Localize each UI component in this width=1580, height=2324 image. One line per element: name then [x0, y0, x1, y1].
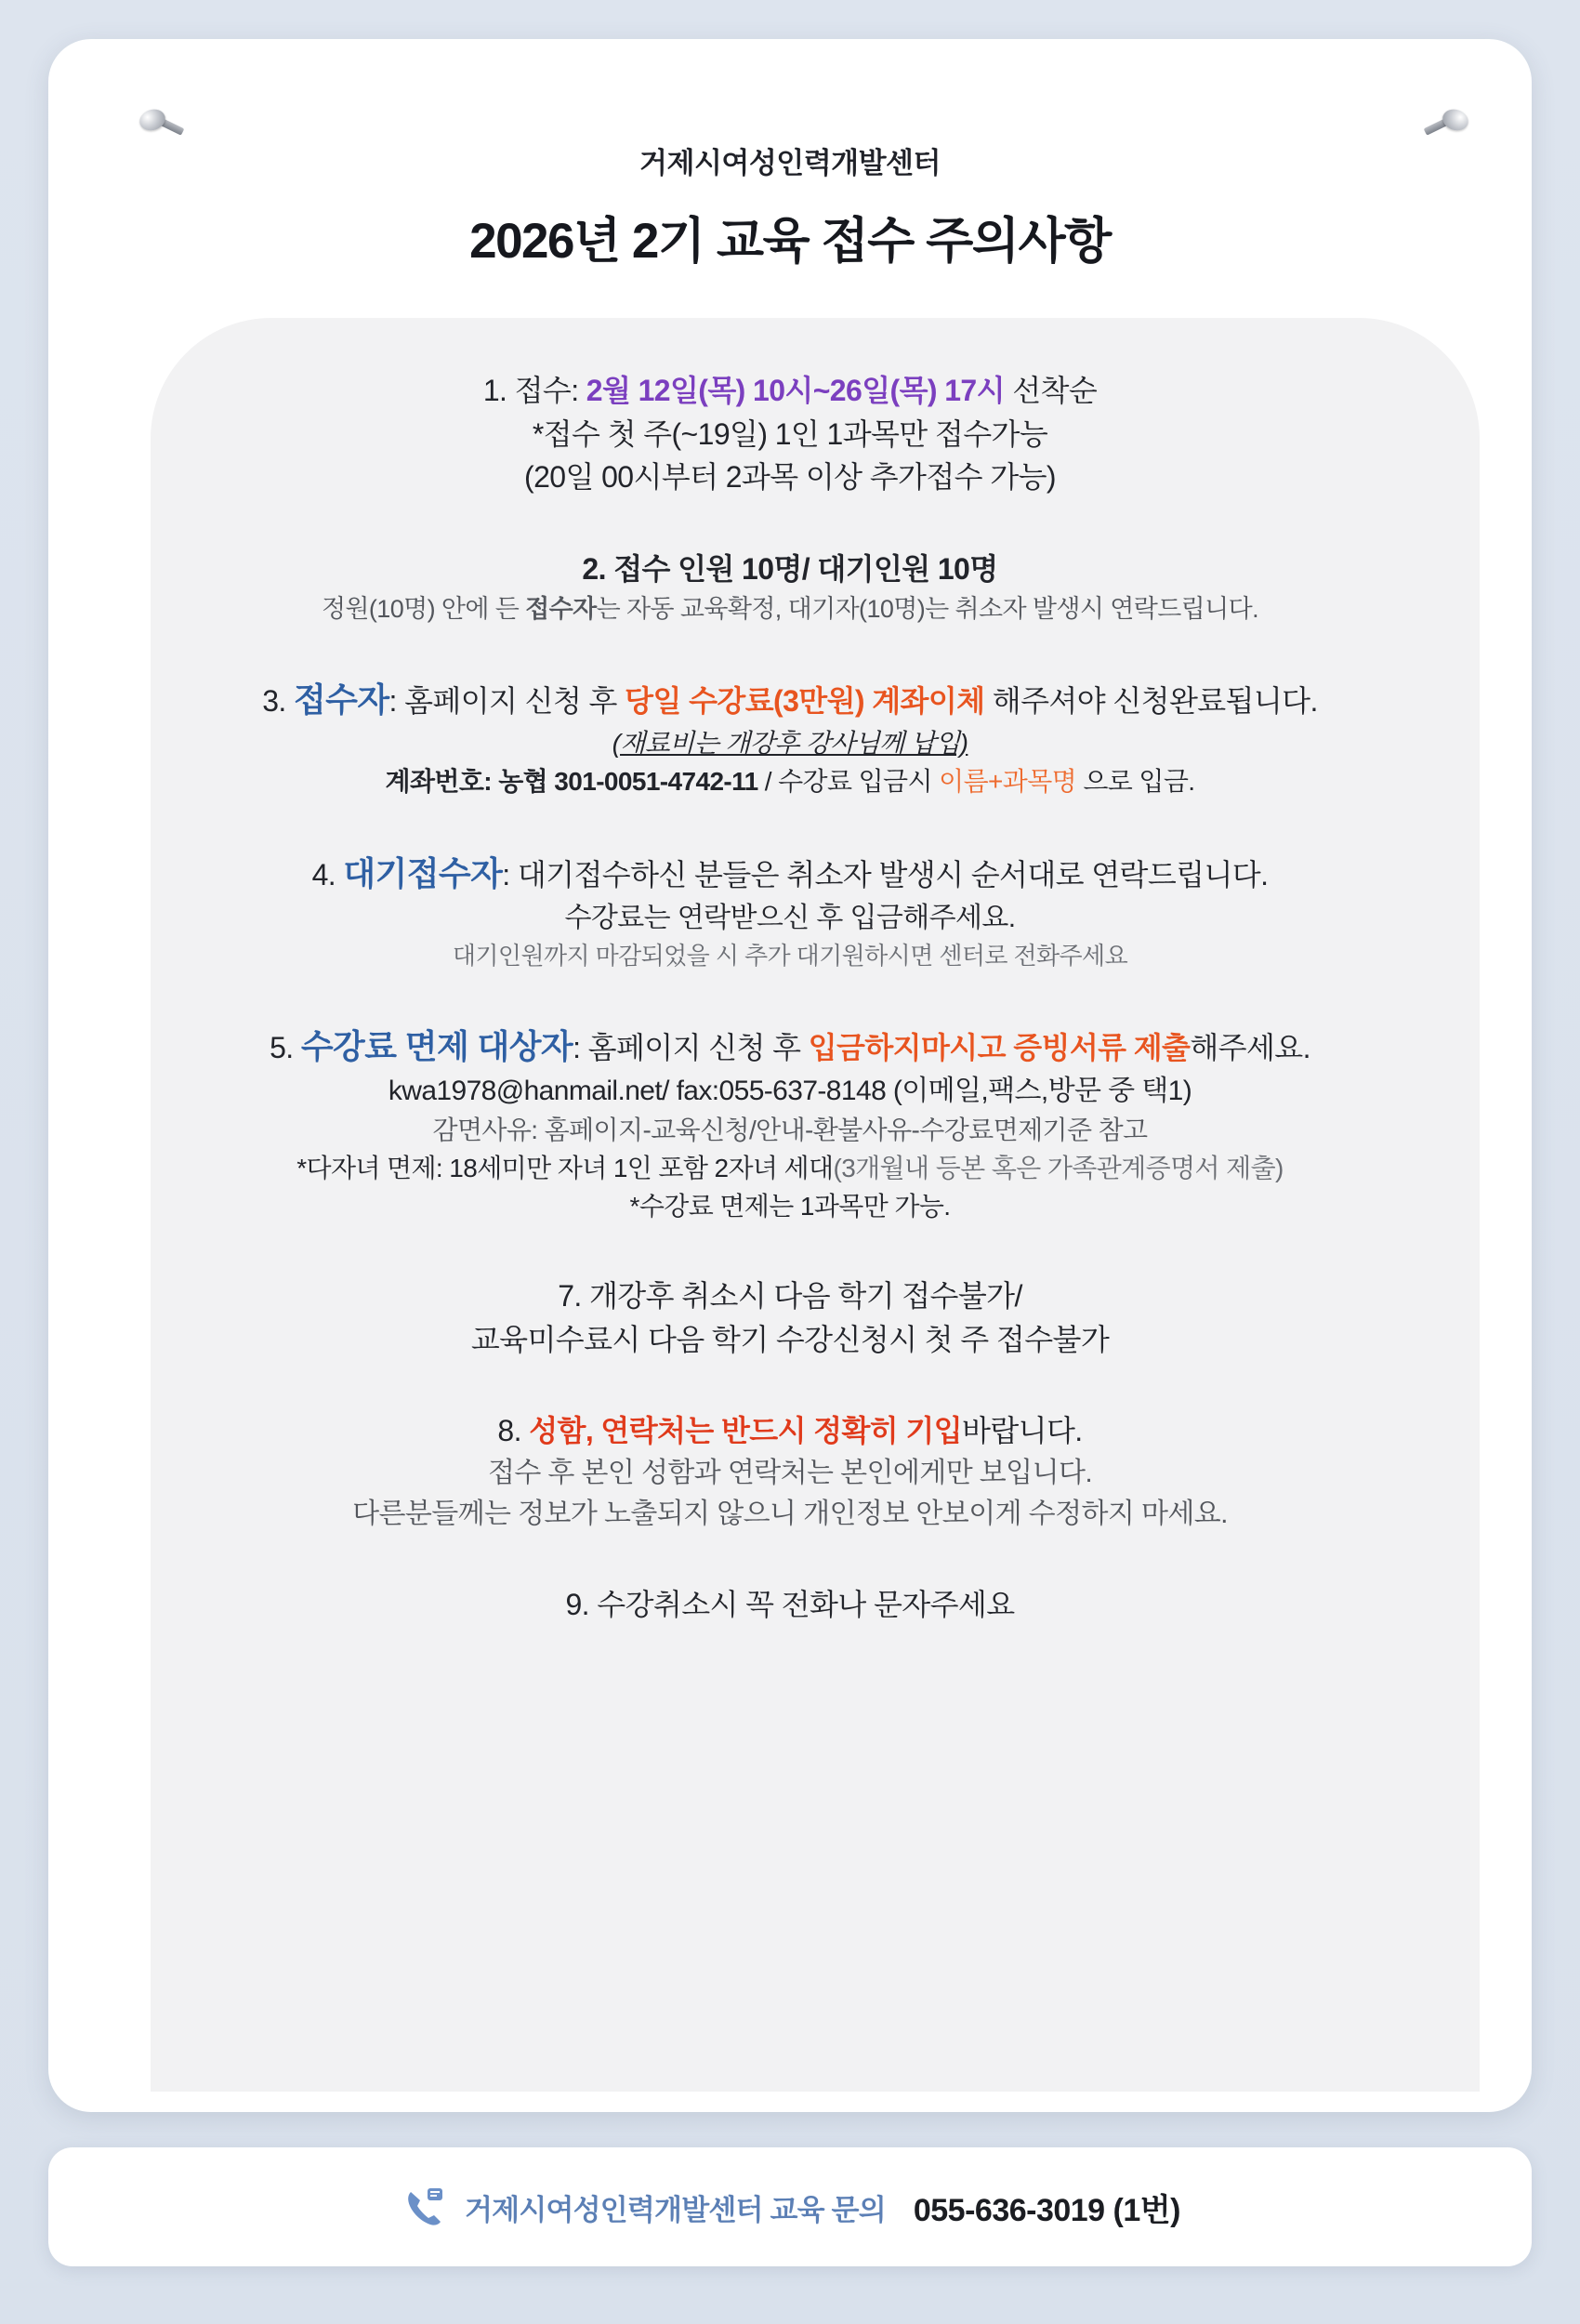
section-5-line-4 — [104, 1150, 1476, 1188]
section-4-num: 4. — [311, 857, 344, 891]
section-3-line-3-b: / 수강료 입금시 — [757, 766, 940, 796]
section-3-note: (재료비는 개강후 강사님께 납입) — [612, 728, 968, 758]
footer-contact-bar — [48, 2147, 1532, 2266]
section-2-line-2-b: 접수자 — [525, 594, 597, 623]
section-2 — [104, 548, 1476, 627]
section-3-tail: 해주셔야 신청완료됩니다. — [984, 684, 1318, 719]
org-title: 거제시여성인력개발센터 — [639, 147, 941, 179]
poster-body — [48, 369, 1532, 1626]
section-1-num: 1. 접수: — [482, 374, 586, 407]
section-1-tail: 선착순 — [1004, 374, 1098, 407]
section-1 — [104, 369, 1476, 499]
section-1-line-3: (20일 00시부터 2과목 이상 추가접수 가능) — [524, 460, 1056, 495]
section-3 — [104, 676, 1476, 800]
section-1-line-2: *접수 첫 주(~19일) 1인 1과목만 접수가능 — [532, 416, 1048, 451]
section-3-line-3-d: 으로 입금. — [1076, 766, 1195, 796]
section-3-line-3-c: 이름+과목명 — [939, 766, 1077, 796]
section-5-line-4-a: *다자녀 면제: 18세미만 자녀 1인 포함 2자녀 세대 — [296, 1154, 834, 1183]
section-8-num: 8. — [497, 1414, 530, 1448]
section-3-line-2 — [104, 725, 1476, 763]
section-3-mid: : 홈페이지 신청 후 — [388, 684, 625, 719]
section-8-line-3: 다른분들께는 정보가 노출되지 않으니 개인정보 안보이게 수정하지 마세요. — [352, 1498, 1228, 1529]
footer-phone-number: 055-636-3019 (1번) — [913, 2192, 1180, 2228]
section-2-line-2 — [104, 591, 1476, 627]
section-9 — [104, 1583, 1476, 1627]
section-5-line-4-b: (3개월내 등본 혹은 가족관계증명서 제출) — [833, 1154, 1284, 1183]
section-8-line-2: 접수 후 본인 성함과 연락처는 본인에게만 보입니다. — [487, 1458, 1093, 1488]
section-7 — [104, 1274, 1476, 1361]
section-5-line-1 — [104, 1023, 1476, 1072]
section-5-line-3: 감면사유: 홈페이지-교육신청/안내-환불사유-수강료면제기준 참고 — [432, 1116, 1148, 1145]
section-2-line-2-c: 는 자동 교육확정, 대기자(10명)는 취소자 발생시 연락드립니다. — [596, 594, 1259, 623]
phone-icon — [400, 2183, 448, 2231]
section-1-line-1 — [104, 369, 1476, 413]
section-3-label: 접수자 — [293, 680, 389, 720]
section-1-highlight: 2월 12일(목) 10시~26일(목) 17시 — [586, 374, 1005, 407]
section-3-line-3 — [104, 763, 1476, 801]
section-2-line-2-a: 정원(10명) 안에 든 — [321, 594, 526, 623]
section-7-line-2: 교육미수료시 다음 학기 수강신청시 첫 주 접수불가 — [470, 1322, 1110, 1356]
section-5-tail: 해주세요. — [1190, 1030, 1310, 1064]
footer-label: 거제시여성인력개발센터 교육 문의 — [465, 2193, 886, 2226]
section-8 — [104, 1409, 1476, 1534]
section-4-tail: : 대기접수하신 분들은 취소자 발생시 순서대로 연락드립니다. — [502, 857, 1269, 891]
section-5-contact: kwa1978@hanmail.net/ fax:055-637-8148 (이메일,팩스,방문 중 택1) — [388, 1076, 1192, 1107]
section-8-highlight: 성함, 연락처는 반드시 정확히 기입 — [529, 1414, 963, 1448]
section-3-line-1 — [104, 676, 1476, 725]
section-4-line-1 — [104, 850, 1476, 899]
section-9-line-1: 9. 수강취소시 꼭 전화나 문자주세요 — [565, 1587, 1015, 1621]
poster-card — [48, 39, 1532, 2112]
section-3-account: 계좌번호: 농협 301-0051-4742-11 — [385, 766, 758, 796]
section-8-line-1 — [104, 1409, 1476, 1453]
section-4 — [104, 850, 1476, 974]
section-5-mid: : 홈페이지 신청 후 — [573, 1030, 809, 1064]
section-5-label: 수강료 면제 대상자 — [300, 1026, 573, 1065]
section-4-line-3: 대기인원까지 마감되었을 시 추가 대기원하시면 센터로 전화주세요 — [452, 941, 1128, 970]
section-3-highlight: 당일 수강료(3만원) 계좌이체 — [625, 684, 985, 719]
page-title: 2026년 2기 교육 접수 주의사항 — [469, 214, 1111, 269]
section-5-line-5: *수강료 면제는 1과목만 가능. — [629, 1191, 951, 1221]
section-3-num: 3. — [262, 684, 294, 719]
section-5-num: 5. — [270, 1030, 301, 1064]
section-4-line-2: 수강료는 연락받으신 후 입금해주세요. — [564, 903, 1016, 934]
section-5-highlight: 입금하지마시고 증빙서류 제출 — [808, 1030, 1191, 1064]
section-5 — [104, 1023, 1476, 1226]
poster-header — [48, 39, 1532, 272]
section-4-label: 대기접수자 — [343, 853, 503, 892]
section-8-tail: 바랍니다. — [962, 1414, 1083, 1448]
section-2-line-1: 2. 접수 인원 10명/ 대기인원 10명 — [582, 552, 998, 587]
section-7-line-1: 7. 개강후 취소시 다음 학기 접수불가/ — [558, 1278, 1022, 1313]
